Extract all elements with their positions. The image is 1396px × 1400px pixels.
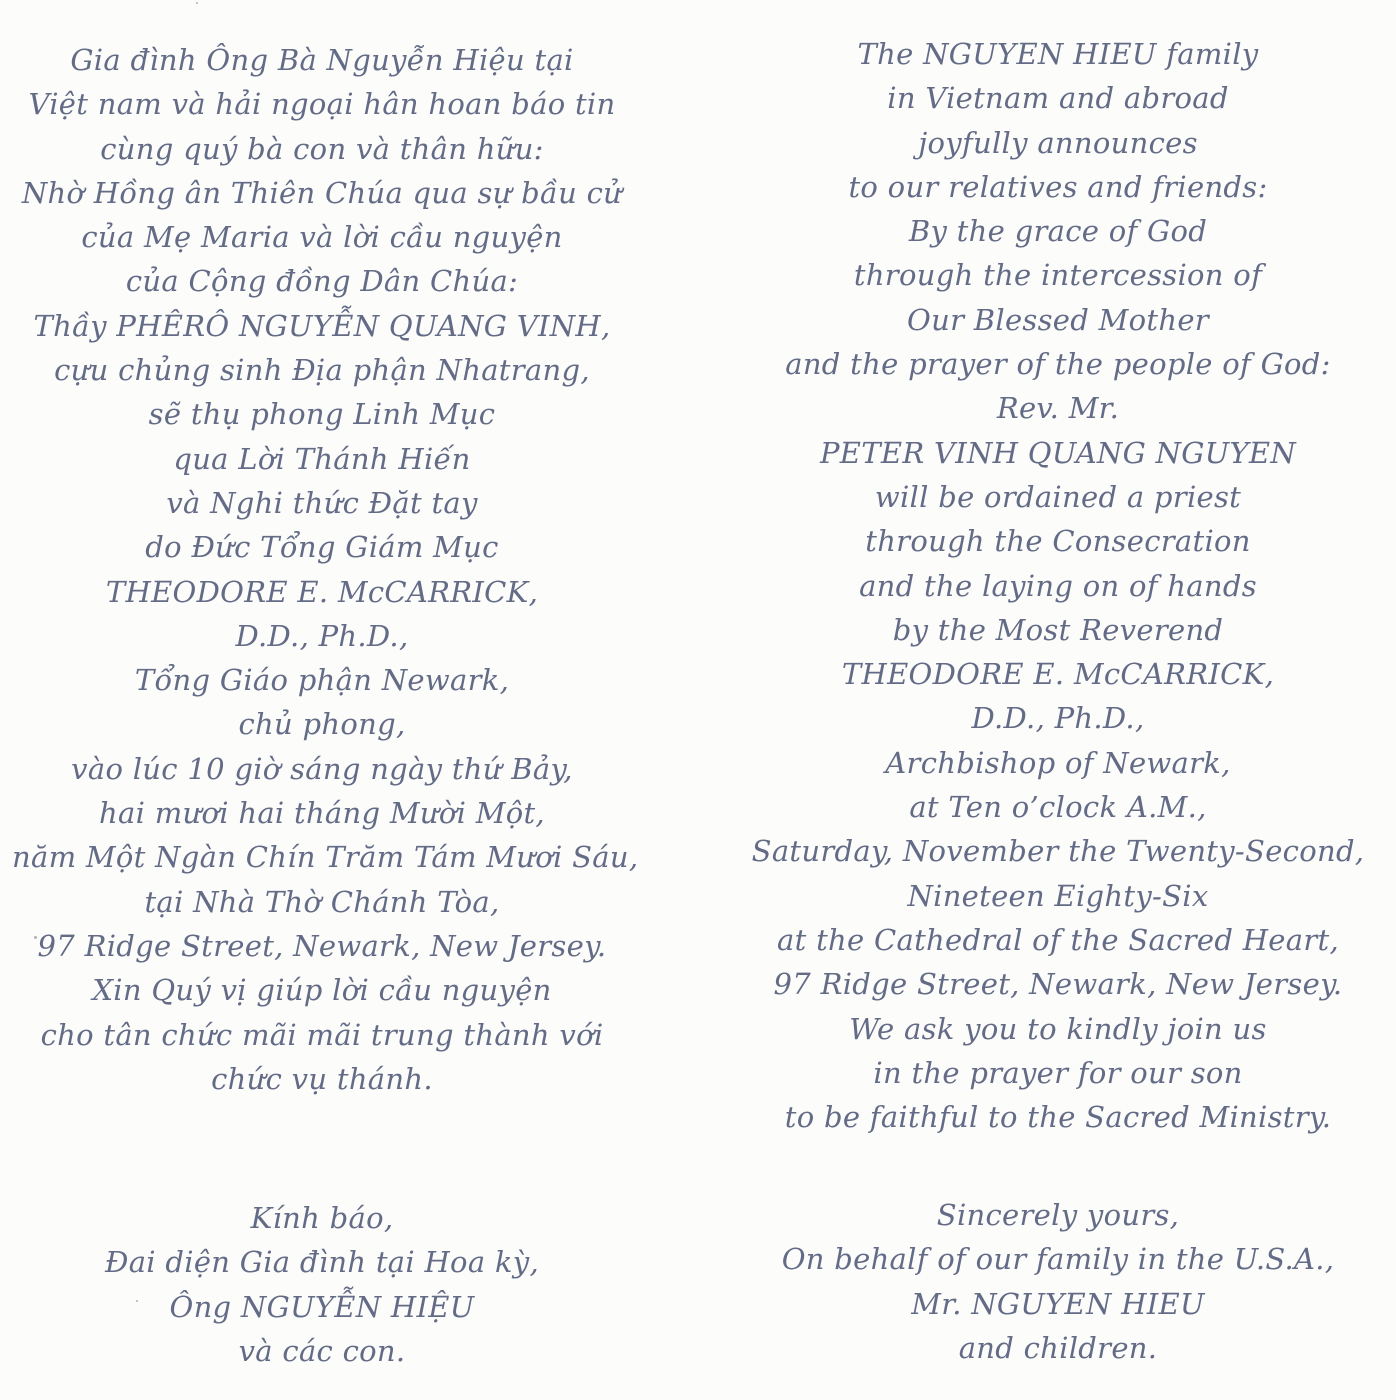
vn-line: tại Nhà Thờ Chánh Tòa, [144, 884, 500, 919]
vn-line: vào lúc 10 giờ sáng ngày thứ Bảy, [71, 751, 573, 786]
en-line: in Vietnam and abroad [887, 81, 1229, 116]
vn-closing-line: Kính báo, [250, 1201, 394, 1235]
vn-line: cùng quý bà con và thân hữu: [100, 131, 544, 166]
vn-line: Việt nam và hải ngoại hân hoan báo tin [28, 87, 616, 122]
paper-speck [34, 936, 37, 939]
vn-line: cho tân chức mãi mãi trung thành với [40, 1017, 604, 1052]
vn-line: D.D., Ph.D., [235, 618, 409, 653]
en-line: By the grace of God [908, 214, 1208, 249]
en-line: at the Cathedral of the Sacred Heart, [777, 922, 1339, 957]
vn-closing-line: Đai diện Gia đình tại Hoa kỳ, [104, 1245, 539, 1280]
vn-line: Nhờ Hồng ân Thiên Chúa qua sự bầu cử [21, 175, 623, 210]
en-line: to our relatives and friends: [848, 169, 1268, 204]
en-line: THEODORE E. McCARRICK, [841, 657, 1275, 692]
paper-speck [136, 1300, 138, 1302]
en-closing-line: Mr. NGUYEN HIEU [911, 1286, 1205, 1321]
en-line: through the intercession of [853, 258, 1263, 293]
vn-line: và Nghi thức Đặt tay [166, 485, 478, 520]
en-line: to be faithful to the Sacred Ministry. [784, 1100, 1332, 1135]
en-line: PETER VINH QUANG NGUYEN [819, 435, 1297, 470]
en-line: joyfully announces [918, 125, 1198, 160]
vn-line: THEODORE E. McCARRICK, [105, 574, 539, 609]
vn-line: sẽ thụ phong Linh Mục [148, 397, 496, 432]
vn-line: do Đức Tổng Giám Mục [145, 530, 499, 565]
en-closing-line: and children. [958, 1330, 1158, 1365]
en-line: Archbishop of Newark, [885, 745, 1231, 780]
en-line: by the Most Reverend [892, 612, 1224, 647]
en-line: Saturday, November the Twenty-Second, [751, 834, 1365, 869]
vn-line: năm Một Ngàn Chín Trăm Tám Mươi Sáu, [12, 840, 639, 875]
vn-line: cựu chủng sinh Địa phận Nhatrang, [54, 353, 590, 388]
vn-line: Gia đình Ông Bà Nguyễn Hiệu tại [70, 43, 574, 77]
vn-line: của Mẹ Maria và lời cầu nguyện [81, 220, 563, 255]
vn-line: qua Lời Thánh Hiến [173, 441, 471, 476]
en-line: The NGUYEN HIEU family [857, 37, 1259, 71]
vn-line: Xin Quý vị giúp lời cầu nguyện [92, 973, 552, 1008]
vn-line: hai mươi hai tháng Mười Một, [99, 796, 545, 831]
en-line: through the Consecration [865, 524, 1251, 559]
english-announcement [738, 32, 1378, 1139]
en-line: 97 Ridge Street, Newark, New Jersey. [773, 967, 1343, 1002]
vn-line: Thầy PHÊRÔ NGUYỄN QUANG VINH, [33, 308, 611, 343]
en-closing-line: On behalf of our family in the U.S.A., [781, 1242, 1335, 1277]
vn-closing-line: Ông NGUYỄN HIỆU [169, 1289, 475, 1324]
en-closing-line: Sincerely yours, [936, 1198, 1180, 1232]
en-line: Rev. Mr. [996, 391, 1120, 426]
vietnamese-announcement [12, 38, 639, 1101]
vn-line: chức vụ thánh. [211, 1061, 433, 1096]
en-line: and the prayer of the people of God: [785, 347, 1331, 382]
en-line: at Ten o’clock A.M., [909, 790, 1207, 825]
en-line: Our Blessed Mother [907, 302, 1209, 337]
vn-line: Tổng Giáo phận Newark, [134, 663, 510, 698]
en-line: We ask you to kindly join us [849, 1011, 1267, 1046]
vn-line: 97 Ridge Street, Newark, New Jersey. [37, 928, 607, 963]
vietnamese-closing [12, 1196, 632, 1373]
english-closing [738, 1193, 1378, 1370]
vn-line: của Cộng đồng Dân Chúa: [125, 264, 519, 299]
en-line: D.D., Ph.D., [971, 701, 1145, 736]
vn-line: chủ phong, [238, 707, 406, 742]
en-line: in the prayer for our son [873, 1055, 1243, 1090]
vn-closing-line: và các con. [238, 1333, 406, 1368]
paper-speck [196, 2, 198, 4]
en-line: Nineteen Eighty-Six [907, 878, 1209, 913]
en-line: and the laying on of hands [859, 568, 1257, 603]
en-line: will be ordained a priest [874, 479, 1242, 514]
